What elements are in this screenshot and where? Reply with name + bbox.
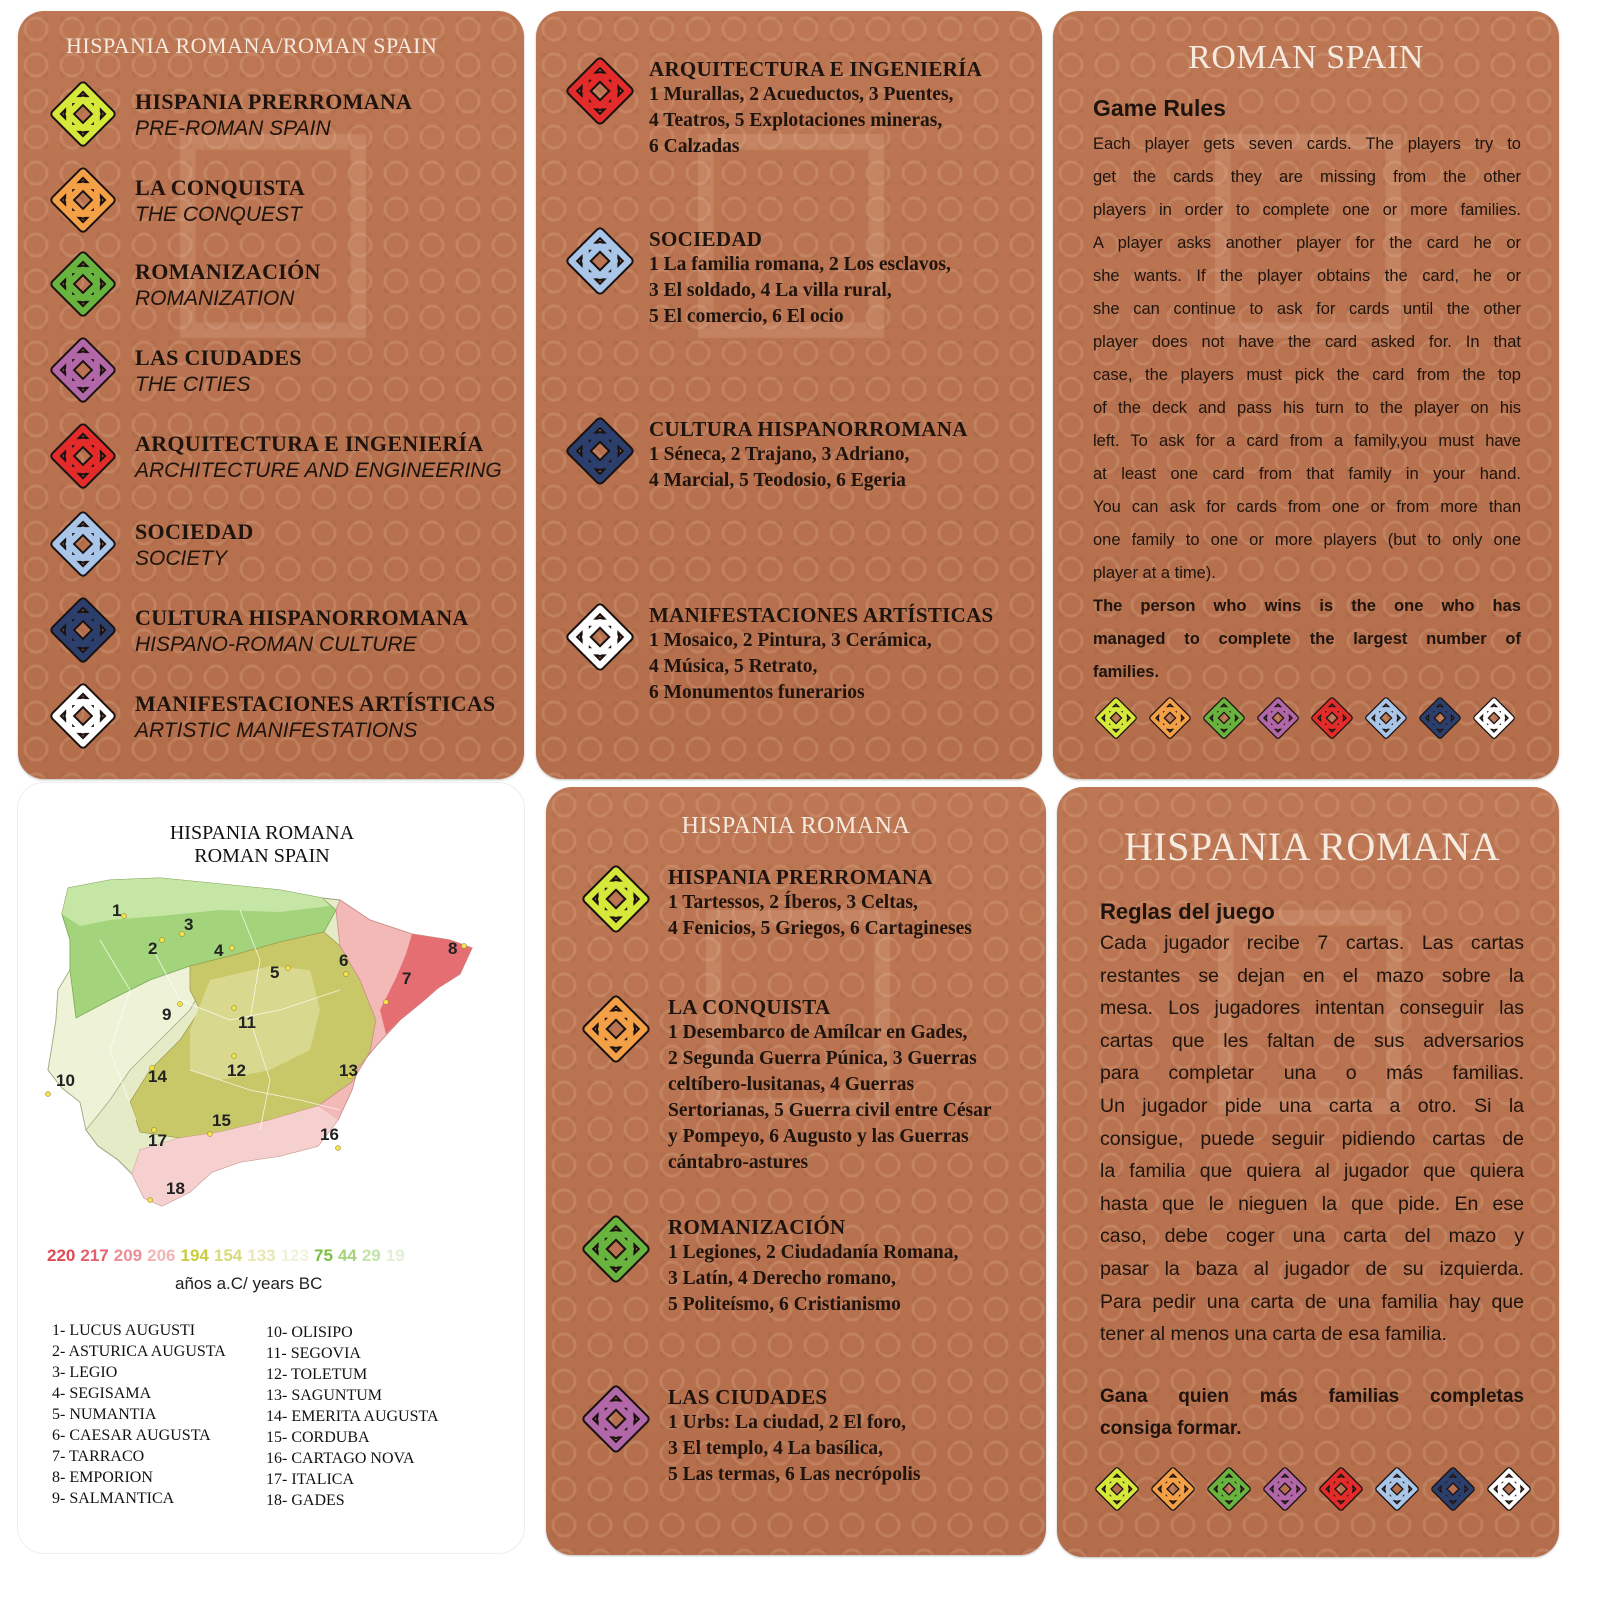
place-name: 10- OLISIPO bbox=[266, 1324, 353, 1341]
place-name: 12- TOLETUM bbox=[266, 1366, 368, 1383]
map-location-number: 10 bbox=[56, 1071, 75, 1090]
purple-knot-icon bbox=[1263, 1467, 1307, 1511]
family-heading: HISPANIA PRERROMANA bbox=[668, 865, 933, 889]
family-card-list bbox=[668, 1385, 920, 1488]
lightblue-knot-icon bbox=[1365, 697, 1407, 739]
family-card-line: 1 Desembarco de Amílcar en Gades, bbox=[668, 1022, 968, 1043]
rules-line: la familia que quiera al jugador que quiera bbox=[1100, 1160, 1524, 1183]
family-card-line: 4 Música, 5 Retrato, bbox=[649, 656, 818, 677]
family-card-list bbox=[649, 603, 994, 706]
rules-line: one family to one or more players (but to only one bbox=[1093, 531, 1521, 549]
rules-line: mesa. Los jugadores intentan conseguir las bbox=[1100, 997, 1524, 1020]
rules-line: left. To ask for a card from a family,you must have bbox=[1093, 432, 1521, 450]
card-title: HISPANIA ROMANA bbox=[1123, 824, 1501, 869]
red-knot-icon bbox=[1319, 1467, 1363, 1511]
year-legend-value: 194 bbox=[180, 1246, 209, 1265]
green-knot-icon bbox=[582, 1215, 650, 1283]
family-card-line: 4 Teatros, 5 Explotaciones mineras, bbox=[649, 110, 943, 131]
rules-line: A player asks another player for the card he or bbox=[1093, 234, 1521, 252]
map-location-number: 18 bbox=[166, 1179, 185, 1198]
rules-line: at least one card from that family in your hand. bbox=[1093, 465, 1521, 483]
family-name-es: MANIFESTACIONES ARTÍSTICAS bbox=[135, 691, 496, 716]
family-entry bbox=[135, 431, 502, 483]
winning-condition-line: consiga formar. bbox=[1100, 1418, 1242, 1440]
family-entry bbox=[135, 259, 321, 311]
family-heading: CULTURA HISPANORROMANA bbox=[649, 417, 968, 441]
year-legend-value: 209 bbox=[113, 1246, 143, 1265]
map-title-line2: ROMAN SPAIN bbox=[194, 845, 330, 867]
year-legend-value: 75 bbox=[314, 1246, 333, 1265]
card-game-rules-english[interactable] bbox=[1053, 11, 1559, 779]
family-card-line: 1 Séneca, 2 Trajano, 3 Adriano, bbox=[649, 444, 910, 465]
map-location-number: 16 bbox=[320, 1125, 339, 1144]
red-knot-icon bbox=[50, 423, 116, 489]
purple-knot-icon bbox=[582, 1385, 650, 1453]
map-location-number: 11 bbox=[238, 1013, 256, 1032]
family-name-es: CULTURA HISPANORROMANA bbox=[135, 605, 469, 630]
year-legend-value: 217 bbox=[80, 1246, 109, 1265]
orange-knot-icon bbox=[1151, 1467, 1195, 1511]
orange-knot-icon bbox=[50, 167, 116, 233]
family-card-line: 1 Mosaico, 2 Pintura, 3 Cerámica, bbox=[649, 630, 932, 651]
navy-knot-icon bbox=[50, 597, 116, 663]
year-legend-value: 123 bbox=[280, 1246, 309, 1265]
family-entry bbox=[135, 519, 254, 571]
map-location-number: 9 bbox=[162, 1005, 172, 1024]
map-location-number: 1 bbox=[112, 901, 122, 920]
card-title: HISPANIA ROMANA/ROMAN SPAIN bbox=[66, 33, 438, 58]
place-name: 8- EMPORION bbox=[52, 1469, 153, 1486]
navy-knot-icon bbox=[566, 417, 634, 485]
family-card-line: 4 Marcial, 5 Teodosio, 6 Egeria bbox=[649, 470, 906, 491]
family-name-en: THE CONQUEST bbox=[135, 203, 302, 226]
place-name: 9- SALMANTICA bbox=[52, 1490, 175, 1507]
red-knot-icon bbox=[1311, 697, 1353, 739]
family-card-line: 1 Tartessos, 2 Íberos, 3 Celtas, bbox=[668, 892, 918, 913]
place-name: 16- CARTAGO NOVA bbox=[266, 1450, 415, 1467]
place-name: 5- NUMANTIA bbox=[52, 1406, 157, 1423]
family-card-line: 1 Legiones, 2 Ciudadanía Romana, bbox=[668, 1242, 959, 1263]
rules-text bbox=[1093, 95, 1521, 689]
card-families-part-one[interactable] bbox=[546, 787, 1046, 1555]
map-location-number: 7 bbox=[402, 969, 412, 988]
family-name-en: PRE-ROMAN SPAIN bbox=[135, 117, 331, 140]
family-entry bbox=[135, 175, 305, 227]
family-name-en: THE CITIES bbox=[135, 373, 251, 396]
rules-line: consigue, puede seguir pidiendo cartas de bbox=[1100, 1127, 1524, 1150]
family-name-es: ROMANIZACIÓN bbox=[135, 259, 321, 284]
red-knot-icon bbox=[566, 57, 634, 125]
rules-line: of the deck and pass his turn to the player on his bbox=[1093, 399, 1521, 417]
map-location-number: 13 bbox=[339, 1061, 358, 1080]
rules-line: Un jugador pide una carta a otro. Si la bbox=[1100, 1094, 1524, 1117]
year-legend-value: 133 bbox=[247, 1246, 276, 1265]
map-location-number: 2 bbox=[148, 939, 158, 958]
family-entry bbox=[135, 691, 496, 743]
map-location-number: 12 bbox=[227, 1061, 246, 1080]
rules-line: restantes se dejan en el mazo sobre la bbox=[1100, 964, 1524, 987]
place-name: 14- EMERITA AUGUSTA bbox=[266, 1408, 439, 1425]
lightblue-knot-icon bbox=[566, 227, 634, 295]
card-title: ROMAN SPAIN bbox=[1188, 39, 1424, 76]
rules-line: pasar la baza al jugador de su izquierda. bbox=[1100, 1257, 1524, 1280]
yellow-knot-icon bbox=[1095, 697, 1137, 739]
family-heading: SOCIEDAD bbox=[649, 227, 763, 251]
rules-line: tener al menos una carta de esa familia. bbox=[1100, 1323, 1447, 1346]
rules-line: cartas que les faltan de sus adversarios bbox=[1100, 1029, 1524, 1052]
place-name: 2- ASTURICA AUGUSTA bbox=[52, 1343, 226, 1360]
family-entry bbox=[135, 89, 412, 141]
family-card-list bbox=[668, 1215, 958, 1318]
family-heading: ROMANIZACIÓN bbox=[668, 1215, 846, 1239]
white-knot-icon bbox=[566, 603, 634, 671]
rules-line: player at a time). bbox=[1093, 564, 1216, 582]
family-name-en: HISPANO-ROMAN CULTURE bbox=[135, 633, 417, 656]
year-legend-value: 220 bbox=[47, 1246, 76, 1265]
winning-condition-line: families. bbox=[1093, 663, 1160, 681]
map-location-number: 14 bbox=[148, 1067, 167, 1086]
navy-knot-icon bbox=[1419, 697, 1461, 739]
places-list-left bbox=[52, 1320, 226, 1509]
family-knots-row bbox=[1095, 1467, 1543, 1511]
map-location-number: 4 bbox=[214, 941, 224, 960]
place-name: 15- CORDUBA bbox=[266, 1429, 370, 1446]
family-name-es: LAS CIUDADES bbox=[135, 345, 302, 370]
family-card-line: 3 El soldado, 4 La villa rural, bbox=[649, 280, 892, 301]
map-location-number: 15 bbox=[212, 1111, 231, 1130]
family-card-list bbox=[649, 417, 968, 494]
family-card-line: 3 El templo, 4 La basílica, bbox=[668, 1438, 884, 1459]
lightblue-knot-icon bbox=[1375, 1467, 1419, 1511]
green-knot-icon bbox=[1203, 697, 1245, 739]
purple-knot-icon bbox=[50, 337, 116, 403]
rules-line: case, the players must pick the card from the top bbox=[1093, 366, 1521, 384]
rules-line: para completar una o más familias. bbox=[1100, 1062, 1524, 1085]
years-legend-label: años a.C/ years BC bbox=[175, 1274, 323, 1293]
family-card-list bbox=[649, 57, 982, 160]
place-name: 1- LUCUS AUGUSTI bbox=[52, 1322, 196, 1339]
place-name: 13- SAGUNTUM bbox=[266, 1387, 382, 1404]
white-knot-icon bbox=[1487, 1467, 1531, 1511]
year-legend-value: 29 bbox=[361, 1246, 381, 1265]
family-name-en: ARTISTIC MANIFESTATIONS bbox=[135, 719, 418, 742]
rules-heading: Reglas del juego bbox=[1100, 899, 1275, 924]
purple-knot-icon bbox=[1257, 697, 1299, 739]
family-name-es: SOCIEDAD bbox=[135, 519, 254, 544]
place-name: 17- ITALICA bbox=[266, 1471, 355, 1488]
family-card-line: 3 Latín, 4 Derecho romano, bbox=[668, 1268, 896, 1289]
rules-line: get the cards they are missing from the other bbox=[1093, 168, 1521, 186]
family-name-es: LA CONQUISTA bbox=[135, 175, 306, 200]
rules-line: she wants. If the player obtains the card, he or bbox=[1093, 267, 1521, 285]
winning-condition-line: The person who wins is the one who has bbox=[1093, 597, 1521, 615]
years-legend bbox=[47, 1246, 410, 1266]
map-location-number: 5 bbox=[270, 963, 280, 982]
map-location-number: 6 bbox=[339, 951, 349, 970]
family-card-line: y Pompeyo, 6 Augusto y las Guerras bbox=[668, 1126, 969, 1147]
family-card-line: 1 La familia romana, 2 Los esclavos, bbox=[649, 254, 951, 275]
family-card-line: 5 Las termas, 6 Las necrópolis bbox=[668, 1464, 921, 1485]
family-card-line: 5 Politeísmo, 6 Cristianismo bbox=[668, 1294, 901, 1315]
rules-line: Para pedir una carta de una familia hay que bbox=[1100, 1290, 1524, 1313]
year-legend-value: 19 bbox=[385, 1246, 405, 1265]
white-knot-icon bbox=[50, 683, 116, 749]
family-heading: LA CONQUISTA bbox=[668, 995, 831, 1019]
family-name-en: SOCIETY bbox=[135, 547, 228, 570]
places-list-right bbox=[266, 1322, 439, 1511]
rules-line: player does not have the card asked for. In that bbox=[1093, 333, 1521, 351]
place-name: 18- GADES bbox=[266, 1492, 345, 1509]
family-heading: ARQUITECTURA E INGENIERÍA bbox=[649, 57, 983, 81]
family-name-es: ARQUITECTURA E INGENIERÍA bbox=[135, 431, 484, 456]
family-name-es: HISPANIA PRERROMANA bbox=[135, 89, 413, 114]
green-knot-icon bbox=[50, 251, 116, 317]
rules-line: caso, debe coger una carta del mazo y bbox=[1100, 1225, 1524, 1248]
winning-condition-line: Gana quien más familias completas bbox=[1100, 1385, 1524, 1407]
rules-line: she can continue to ask for cards until the other bbox=[1093, 300, 1521, 318]
winning-condition-line: managed to complete the largest number of bbox=[1093, 630, 1521, 648]
family-card-line: cántabro-astures bbox=[668, 1152, 809, 1173]
family-heading: MANIFESTACIONES ARTÍSTICAS bbox=[649, 603, 994, 627]
lightblue-knot-icon bbox=[50, 511, 116, 577]
map-location-number: 17 bbox=[148, 1131, 167, 1150]
family-card-line: 2 Segunda Guerra Púnica, 3 Guerras bbox=[668, 1048, 977, 1069]
iberia-map bbox=[40, 870, 490, 1230]
family-knots-row bbox=[1095, 697, 1527, 739]
yellow-knot-icon bbox=[1095, 1467, 1139, 1511]
map-location-number: 8 bbox=[448, 939, 458, 958]
family-entry bbox=[135, 605, 469, 657]
map-title-line1: HISPANIA ROMANA bbox=[169, 822, 355, 844]
green-knot-icon bbox=[1207, 1467, 1251, 1511]
place-name: 6- CAESAR AUGUSTA bbox=[52, 1427, 211, 1444]
rules-heading: Game Rules bbox=[1093, 95, 1226, 121]
card-game-rules-spanish[interactable] bbox=[1057, 787, 1559, 1557]
family-heading: LAS CIUDADES bbox=[668, 1385, 828, 1409]
family-entry bbox=[135, 345, 302, 397]
rules-line: Cada jugador recibe 7 cartas. Las cartas bbox=[1100, 932, 1524, 954]
place-name: 7- TARRACO bbox=[52, 1448, 145, 1465]
family-card-line: 5 El comercio, 6 El ocio bbox=[649, 306, 844, 327]
family-card-line: 6 Monumentos funerarios bbox=[649, 682, 865, 703]
family-card-list bbox=[668, 865, 972, 942]
navy-knot-icon bbox=[1431, 1467, 1475, 1511]
orange-knot-icon bbox=[1149, 697, 1191, 739]
rules-line: players in order to complete one or more families. bbox=[1093, 201, 1521, 219]
family-card-line: celtíbero-lusitanas, 4 Guerras bbox=[668, 1074, 915, 1095]
family-name-en: ARCHITECTURE AND ENGINEERING bbox=[135, 459, 502, 482]
family-card-line: 1 Murallas, 2 Acueductos, 3 Puentes, bbox=[649, 84, 954, 105]
place-name: 3- LEGIO bbox=[52, 1364, 118, 1381]
yellow-knot-icon bbox=[50, 81, 116, 147]
card-family-index[interactable] bbox=[18, 11, 524, 779]
year-legend-value: 44 bbox=[337, 1246, 357, 1265]
family-card-line: Sertorianas, 5 Guerra civil entre César bbox=[668, 1100, 992, 1121]
rules-text bbox=[1100, 899, 1524, 1446]
family-name-en: ROMANIZATION bbox=[135, 287, 295, 310]
family-card-line: 6 Calzadas bbox=[649, 136, 740, 157]
rules-line: Each player gets seven cards. The players try to bbox=[1093, 135, 1521, 153]
year-legend-value: 154 bbox=[213, 1246, 243, 1265]
family-card-list bbox=[649, 227, 951, 330]
rules-line: You can ask for cards from one or from more than bbox=[1093, 498, 1521, 516]
card-families-part-two[interactable] bbox=[536, 11, 1042, 779]
family-card-line: 1 Urbs: La ciudad, 2 El foro, bbox=[668, 1412, 906, 1433]
rules-line: hasta que le nieguen la que pide. En ese bbox=[1100, 1192, 1524, 1215]
year-legend-value: 206 bbox=[147, 1246, 176, 1265]
family-card-line: 4 Fenicios, 5 Griegos, 6 Cartagineses bbox=[668, 918, 972, 939]
yellow-knot-icon bbox=[582, 865, 650, 933]
white-knot-icon bbox=[1473, 697, 1515, 739]
map-location-number: 3 bbox=[184, 915, 194, 934]
place-name: 11- SEGOVIA bbox=[266, 1345, 361, 1362]
family-card-list bbox=[668, 995, 991, 1176]
orange-knot-icon bbox=[582, 995, 650, 1063]
card-title: HISPANIA ROMANA bbox=[681, 813, 911, 839]
place-name: 4- SEGISAMA bbox=[52, 1385, 152, 1402]
